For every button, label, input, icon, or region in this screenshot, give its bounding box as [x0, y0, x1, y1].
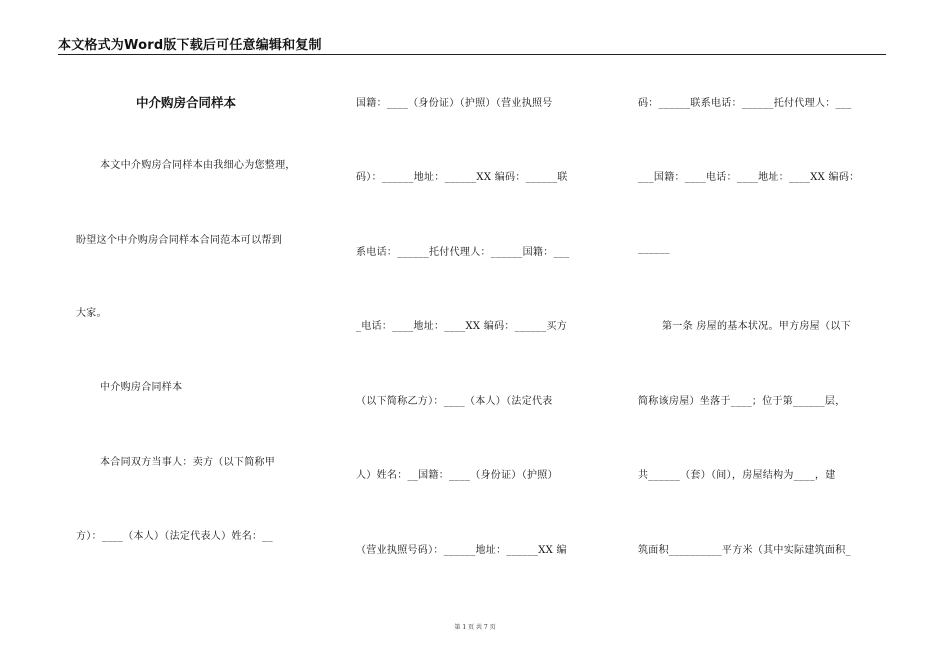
- text-line: 盼望这个中介购房合同样本合同范本可以帮到: [76, 235, 282, 246]
- text-line: 系电话：______托付代理人：______国籍：___: [356, 247, 570, 258]
- text-line: 码）：______地址：______XX 编码：______联: [356, 172, 568, 183]
- text-line: （以下简称乙方）：____（本人）（法定代表: [356, 396, 553, 407]
- document-header: [58, 34, 886, 55]
- text-line: 筑面积__________平方米（其中实际建筑面积_: [638, 545, 851, 556]
- text-line: 本文中介购房合同样本由我细心为您整理，: [100, 160, 296, 171]
- text-line: 人）姓名：__国籍：____（身份证）（护照）: [356, 470, 558, 481]
- clause-heading: 第一条 房屋的基本状况。甲方房屋（以下: [662, 321, 851, 332]
- text-line: 共______（套）（间），房屋结构为____，建: [638, 470, 836, 481]
- text-line: _电话：____地址：____XX 编码：______买方: [356, 321, 568, 332]
- text-line: 简称该房屋）坐落于____；位于第______层，: [638, 396, 846, 407]
- header-text: 本文格式为Word版下载后可任意编辑和复制: [58, 38, 322, 53]
- text-line: 大家。: [76, 308, 107, 319]
- text-line: ______: [638, 243, 670, 254]
- text-line: ___国籍：____电话：____地址：____XX 编码：: [638, 172, 860, 183]
- page-number: 第 1 页 共 7 页: [454, 624, 496, 631]
- section-heading: 中介购房合同样本: [100, 382, 183, 393]
- text-line: 本合同双方当事人：卖方（以下简称甲: [100, 457, 276, 468]
- text-line: （营业执照号码）：______地址：______XX 编: [356, 545, 567, 556]
- text-line: 国籍：____（身份证）（护照）（营业执照号: [356, 98, 553, 109]
- text-line: 码：______联系电话：______托付代理人：___: [638, 98, 852, 109]
- text-line: 方）：____（本人）（法定代表人）姓名：__: [76, 531, 273, 542]
- document-title: 中介购房合同样本: [136, 95, 237, 110]
